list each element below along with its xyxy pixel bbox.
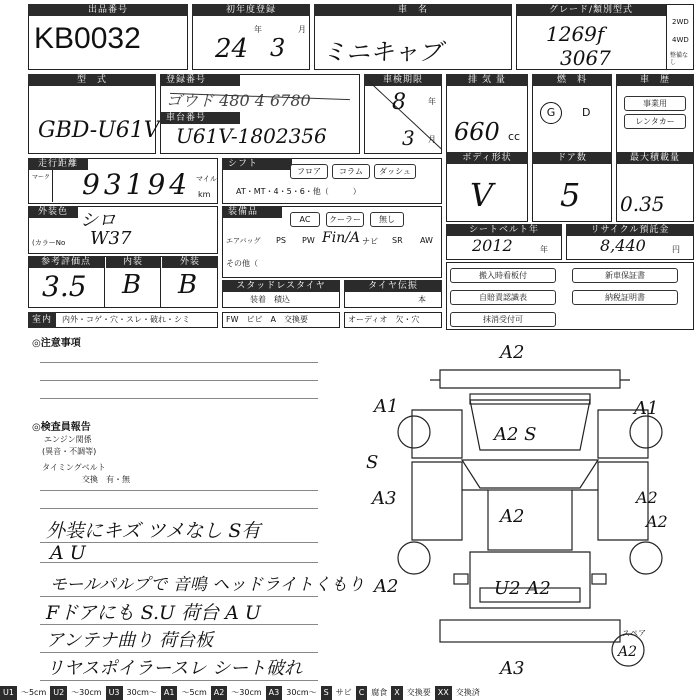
history-header: 車 歴 — [616, 74, 694, 86]
registration-month: 3 — [270, 34, 286, 62]
seatbelt-suffix: 年 — [540, 245, 548, 254]
max-load-header: 最大積載量 — [616, 152, 694, 164]
registration-year: 24 — [215, 34, 249, 64]
fuel-g-label: G — [546, 106, 556, 119]
note-5: アンテナ曲り 荷台板 — [46, 630, 214, 651]
timing-swap: 交換 有・無 — [82, 475, 130, 484]
legend-val-u1: ～5cm — [20, 688, 47, 697]
damage-rear-center: U2 A2 — [494, 578, 551, 599]
notes-line-3 — [40, 398, 318, 399]
legend-key-a2: A2 — [211, 686, 228, 700]
doc-warranty: 新車保証書 — [572, 268, 678, 283]
history-business: 事業用 — [624, 96, 686, 111]
legend-val-x: 交換要 — [406, 688, 431, 697]
inspection-month-suffix: 月 — [428, 135, 436, 144]
shift-dash: ダッシュ — [374, 164, 416, 179]
shift-floor: フロア — [290, 164, 328, 179]
mileage-unit-km: km — [198, 190, 211, 199]
recycle-value: 8,440 — [600, 236, 646, 255]
equip-sr: SR — [392, 236, 403, 245]
inspection-header: 車検期限 — [364, 74, 442, 86]
legend-key-x: X — [391, 686, 402, 700]
legend-key-a3: A3 — [266, 686, 283, 700]
month-suffix: 月 — [298, 25, 306, 34]
legend-val-c: 腐食 — [371, 688, 388, 697]
first-registration-header: 初年度登録 — [192, 4, 310, 16]
damage-right-mid: A2 — [636, 488, 658, 507]
legend-key-u1: U1 — [0, 686, 17, 700]
recycle-unit: 円 — [672, 245, 680, 254]
damage-front-left: A1 — [374, 396, 399, 417]
equip-cooler: クーラー — [326, 212, 364, 227]
color-number-label: (カラーNo — [32, 239, 66, 247]
reg-number-value: ゴウド 480 4 6780 — [166, 91, 311, 110]
shift-at-line: AT・MT・4・5・6・他（ ） — [236, 187, 361, 196]
body-type-value: V — [470, 176, 494, 214]
note-1: 外装にキズ ツメなし S有 — [46, 520, 261, 542]
note-3: モールパルプで 音鳴 ヘッドライトくもり — [50, 575, 365, 595]
doors-value: 5 — [560, 176, 581, 214]
shift-column: コラム — [332, 164, 370, 179]
legend-key-c: C — [356, 686, 368, 700]
max-load-value: 0.35 — [620, 192, 665, 216]
mileage-header: 走行距離 — [28, 158, 88, 170]
inspection-month-value: 3 — [402, 126, 415, 150]
damage-roof: A2 — [500, 506, 525, 527]
exterior-header: 外装 — [162, 256, 218, 268]
chassis-number-header: 車台番号 — [160, 112, 240, 124]
equip-extra-handwritten: Fin/A — [322, 230, 361, 246]
legend-val-u2: ～30cm — [71, 688, 102, 697]
legend-key-xx: XX — [435, 686, 452, 700]
engine-label: エンジン関係 — [44, 435, 92, 444]
equip-other: その他（ — [226, 259, 258, 268]
model-header: 型 式 — [28, 74, 156, 86]
doors-header: ドア数 — [532, 152, 612, 164]
equip-airbag: エアバッグ — [226, 237, 261, 245]
score-header: 参考評価点 — [28, 256, 104, 268]
interior-row-header: 室内 — [28, 312, 56, 328]
lot-id: KB0032 — [34, 22, 141, 55]
drive-2wd: 2WD — [672, 18, 689, 26]
damage-rear: A3 — [500, 658, 525, 679]
mileage-value: 93194 — [82, 168, 192, 201]
score-divider-2 — [160, 256, 161, 308]
legend-val-xx: 交換済 — [455, 688, 480, 697]
car-name-value: ミニキャブ — [322, 38, 442, 66]
legend-val-a1: ～5cm — [181, 688, 207, 697]
report-line-8 — [40, 680, 318, 681]
damage-rear-left: A2 — [374, 576, 399, 597]
lot-number-header: 出品番号 — [28, 4, 188, 16]
displacement-unit: cc — [508, 130, 521, 143]
interior-header: 内装 — [106, 256, 160, 268]
note-2: A U — [50, 542, 86, 564]
engine-sub: (異音・不調等) — [42, 447, 97, 456]
recycle-header: リサイクル預託金 — [566, 224, 694, 236]
equip-navi: ナビ — [362, 237, 378, 246]
body-type-header: ボディ形状 — [446, 152, 528, 164]
seatbelt-header: シートベルト年 — [446, 224, 562, 236]
year-suffix: 年 — [254, 25, 262, 34]
timing-label: タイミングベルト — [42, 463, 106, 472]
grade-line1: 1269f — [546, 22, 605, 46]
doc-board: 搬入時看板付 — [450, 268, 556, 283]
legend-key-s: S — [321, 686, 332, 700]
fuel-option-g — [540, 102, 562, 124]
damage-bonnet: A2 S — [494, 424, 537, 445]
equip-pw: PW — [302, 236, 315, 245]
score-value: 3.5 — [42, 270, 87, 303]
fuel-header: 燃 料 — [532, 74, 612, 86]
seatbelt-value: 2012 — [472, 236, 513, 255]
doc-tax: 納税証明書 — [572, 290, 678, 305]
exterior-color-value: シロ — [80, 210, 116, 231]
damage-left-s: S — [366, 452, 379, 473]
legend-key-u2: U2 — [50, 686, 67, 700]
inspection-year-suffix: 年 — [428, 97, 436, 106]
spare-label: スペア — [622, 629, 646, 638]
damage-spare: A2 — [618, 644, 638, 660]
note-6: リヤスポイラースレ シート破れ — [46, 658, 303, 679]
tire-header: タイヤ伝振 — [344, 280, 442, 292]
displacement-value: 660 — [454, 118, 500, 146]
note-4: Fドアにも S.U 荷台 A U — [46, 602, 261, 624]
exterior-color-header: 外装色 — [28, 206, 78, 218]
drive-none: 整備なし — [670, 52, 689, 66]
grade-header: グレード/類別型式 — [516, 4, 666, 16]
legend-key-u3: U3 — [106, 686, 123, 700]
report-line-5 — [40, 596, 318, 597]
drive-4wd: 4WD — [672, 36, 689, 44]
chassis-number-value: U61V-1802356 — [176, 124, 327, 148]
report-line-7 — [40, 652, 318, 653]
equip-ps: PS — [276, 236, 286, 245]
damage-left-mid: A3 — [372, 488, 397, 509]
notes-line-1 — [40, 362, 318, 363]
fw-row-text: FW ビビ A 交換要 — [226, 315, 308, 324]
mileage-mark-label: マーク — [32, 174, 51, 181]
notes-heading: ◎注意事項 — [32, 338, 81, 349]
studless-options: 装着 積込 — [250, 295, 290, 304]
mileage-unit-mile: マイル — [196, 175, 217, 183]
legend-key-a1: A1 — [161, 686, 178, 700]
tire-unit: 本 — [418, 295, 426, 304]
interior-row-text: 内外・コゲ・穴・スレ・破れ・シミ — [62, 315, 190, 324]
legend-val-s: サビ — [335, 688, 352, 697]
damage-right-mid2: A2 — [646, 512, 668, 531]
doc-insurance: 自賠責認識表 — [450, 290, 556, 305]
interior-grade-value: B — [122, 270, 142, 300]
equip-aw: AW — [420, 236, 433, 245]
studless-header: スタッドレスタイヤ — [222, 280, 340, 292]
inspector-heading: ◎検査員報告 — [32, 422, 91, 433]
equipment-header: 装備品 — [222, 206, 282, 218]
notes-line-2 — [40, 380, 318, 381]
shift-header: シフト — [222, 158, 292, 170]
color-code-value: W37 — [90, 228, 132, 249]
reg-number-header: 登録番号 — [160, 74, 240, 86]
grade-line2: 3067 — [560, 46, 611, 70]
inspection-year-value: 8 — [392, 90, 406, 115]
damage-legend — [0, 686, 700, 700]
legend-val-a3: 30cm～ — [286, 688, 317, 697]
damage-front-right: A1 — [634, 398, 659, 419]
car-name-header: 車 名 — [314, 4, 512, 16]
exterior-grade-value: B — [178, 270, 198, 300]
damage-front: A2 — [500, 342, 525, 363]
score-divider-1 — [104, 256, 105, 308]
legend-val-u3: 30cm～ — [126, 688, 157, 697]
report-line-1 — [40, 490, 318, 491]
audio-row-text: オーディオ 欠・穴 — [348, 315, 420, 324]
model-value: GBD-U61V — [38, 118, 160, 143]
doc-deregistration: 抹消受付可 — [450, 312, 556, 327]
equip-none: 無し — [370, 212, 404, 227]
history-rental: レンタカー — [624, 114, 686, 129]
legend-val-a2: ～30cm — [231, 688, 262, 697]
displacement-header: 排 気 量 — [446, 74, 528, 86]
report-line-2 — [40, 508, 318, 509]
equip-ac: AC — [290, 212, 320, 227]
fuel-option-d: D — [582, 106, 591, 119]
